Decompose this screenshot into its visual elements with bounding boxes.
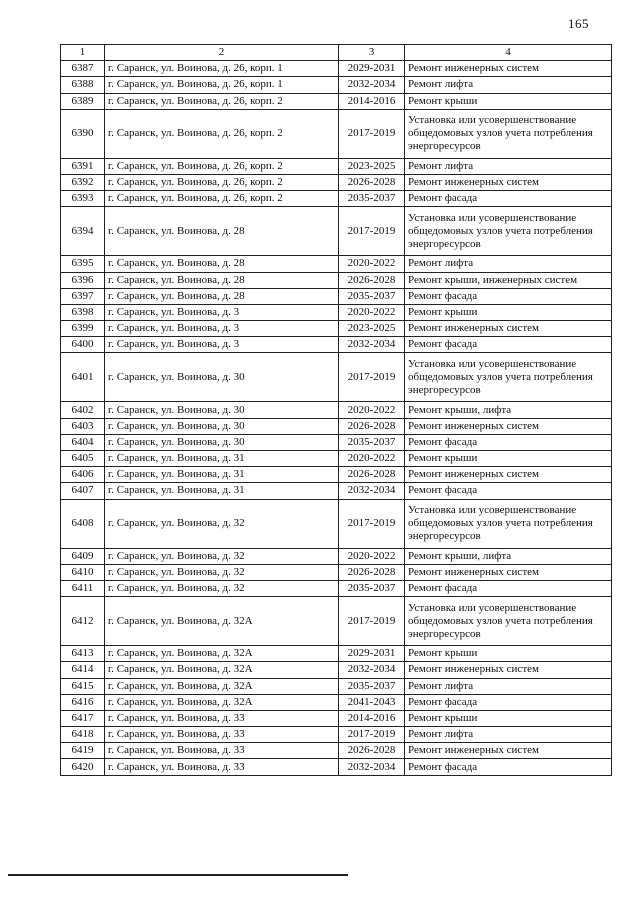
address-cell: г. Саранск, ул. Воинова, д. 28 [105, 272, 339, 288]
work-type-cell: Ремонт лифта [405, 158, 612, 174]
row-number-cell: 6401 [61, 353, 105, 402]
period-cell: 2026-2028 [339, 564, 405, 580]
address-cell: г. Саранск, ул. Воинова, д. 28 [105, 288, 339, 304]
address-cell: г. Саранск, ул. Воинова, д. 32 [105, 548, 339, 564]
row-number-cell: 6388 [61, 77, 105, 93]
work-type-cell: Ремонт крыши, лифта [405, 402, 612, 418]
table-row [61, 272, 612, 288]
address-cell: г. Саранск, ул. Воинова, д. 32А [105, 694, 339, 710]
address-cell: г. Саранск, ул. Воинова, д. 33 [105, 743, 339, 759]
table-row [61, 174, 612, 190]
table-row [61, 158, 612, 174]
address-cell: г. Саранск, ул. Воинова, д. 31 [105, 483, 339, 499]
row-number-cell: 6418 [61, 727, 105, 743]
period-cell: 2026-2028 [339, 743, 405, 759]
address-cell: г. Саранск, ул. Воинова, д. 26, корп. 1 [105, 61, 339, 77]
row-number-cell: 6387 [61, 61, 105, 77]
table-row [61, 256, 612, 272]
table-row [61, 678, 612, 694]
table-row [61, 483, 612, 499]
address-cell: г. Саранск, ул. Воинова, д. 30 [105, 353, 339, 402]
address-cell: г. Саранск, ул. Воинова, д. 26, корп. 2 [105, 93, 339, 109]
work-type-cell: Ремонт инженерных систем [405, 467, 612, 483]
row-number-cell: 6414 [61, 662, 105, 678]
address-cell: г. Саранск, ул. Воинова, д. 30 [105, 434, 339, 450]
work-type-cell: Ремонт крыши [405, 451, 612, 467]
row-number-cell: 6399 [61, 321, 105, 337]
address-cell: г. Саранск, ул. Воинова, д. 28 [105, 207, 339, 256]
row-number-cell: 6402 [61, 402, 105, 418]
work-type-cell: Ремонт инженерных систем [405, 564, 612, 580]
address-cell: г. Саранск, ул. Воинова, д. 28 [105, 256, 339, 272]
work-type-cell: Ремонт крыши [405, 710, 612, 726]
period-cell: 2017-2019 [339, 727, 405, 743]
work-type-cell: Ремонт крыши, инженерных систем [405, 272, 612, 288]
column-header: 4 [405, 45, 612, 61]
row-number-cell: 6389 [61, 93, 105, 109]
row-number-cell: 6404 [61, 434, 105, 450]
work-type-cell: Ремонт фасада [405, 580, 612, 596]
address-cell: г. Саранск, ул. Воинова, д. 3 [105, 337, 339, 353]
work-type-cell: Установка или усовершенствование общедомовых узлов учета потребления энергоресурсов [405, 353, 612, 402]
table-row [61, 564, 612, 580]
table-body [61, 61, 612, 775]
address-cell: г. Саранск, ул. Воинова, д. 33 [105, 710, 339, 726]
table-row [61, 743, 612, 759]
table-row [61, 710, 612, 726]
work-type-cell: Ремонт инженерных систем [405, 174, 612, 190]
period-cell: 2020-2022 [339, 256, 405, 272]
table-row [61, 580, 612, 596]
address-cell: г. Саранск, ул. Воинова, д. 32 [105, 580, 339, 596]
work-type-cell: Установка или усовершенствование общедомовых узлов учета потребления энергоресурсов [405, 597, 612, 646]
address-cell: г. Саранск, ул. Воинова, д. 3 [105, 321, 339, 337]
address-cell: г. Саранск, ул. Воинова, д. 33 [105, 727, 339, 743]
row-number-cell: 6405 [61, 451, 105, 467]
table-row [61, 402, 612, 418]
table-row [61, 727, 612, 743]
table-row [61, 337, 612, 353]
row-number-cell: 6406 [61, 467, 105, 483]
row-number-cell: 6412 [61, 597, 105, 646]
page-number: 165 [568, 16, 589, 31]
table-row [61, 597, 612, 646]
table-row [61, 191, 612, 207]
address-cell: г. Саранск, ул. Воинова, д. 33 [105, 759, 339, 775]
row-number-cell: 6396 [61, 272, 105, 288]
work-type-cell: Ремонт лифта [405, 77, 612, 93]
row-number-cell: 6397 [61, 288, 105, 304]
address-cell: г. Саранск, ул. Воинова, д. 32 [105, 499, 339, 548]
column-header: 3 [339, 45, 405, 61]
table-row [61, 93, 612, 109]
address-cell: г. Саранск, ул. Воинова, д. 32А [105, 597, 339, 646]
table-row [61, 109, 612, 158]
work-type-cell: Ремонт фасада [405, 191, 612, 207]
work-type-cell: Ремонт фасада [405, 337, 612, 353]
period-cell: 2035-2037 [339, 288, 405, 304]
row-number-cell: 6413 [61, 646, 105, 662]
row-number-cell: 6415 [61, 678, 105, 694]
address-cell: г. Саранск, ул. Воинова, д. 31 [105, 451, 339, 467]
table-row [61, 694, 612, 710]
period-cell: 2026-2028 [339, 467, 405, 483]
work-type-cell: Ремонт лифта [405, 727, 612, 743]
table-header-row [61, 45, 612, 61]
period-cell: 2029-2031 [339, 646, 405, 662]
work-type-cell: Ремонт крыши [405, 93, 612, 109]
table-row [61, 646, 612, 662]
table-row [61, 759, 612, 775]
table-row [61, 207, 612, 256]
work-type-cell: Ремонт фасада [405, 759, 612, 775]
period-cell: 2017-2019 [339, 597, 405, 646]
row-number-cell: 6409 [61, 548, 105, 564]
row-number-cell: 6411 [61, 580, 105, 596]
row-number-cell: 6398 [61, 304, 105, 320]
row-number-cell: 6410 [61, 564, 105, 580]
work-type-cell: Ремонт лифта [405, 678, 612, 694]
period-cell: 2017-2019 [339, 499, 405, 548]
period-cell: 2017-2019 [339, 109, 405, 158]
period-cell: 2032-2034 [339, 77, 405, 93]
period-cell: 2017-2019 [339, 207, 405, 256]
table-row [61, 321, 612, 337]
work-type-cell: Ремонт фасада [405, 288, 612, 304]
work-type-cell: Ремонт инженерных систем [405, 418, 612, 434]
period-cell: 2029-2031 [339, 61, 405, 77]
work-type-cell: Ремонт крыши [405, 304, 612, 320]
address-cell: г. Саранск, ул. Воинова, д. 32А [105, 662, 339, 678]
work-type-cell: Установка или усовершенствование общедомовых узлов учета потребления энергоресурсов [405, 207, 612, 256]
row-number-cell: 6390 [61, 109, 105, 158]
address-cell: г. Саранск, ул. Воинова, д. 32А [105, 678, 339, 694]
table-row [61, 548, 612, 564]
table-row [61, 288, 612, 304]
period-cell: 2014-2016 [339, 93, 405, 109]
row-number-cell: 6395 [61, 256, 105, 272]
work-type-cell: Установка или усовершенствование общедомовых узлов учета потребления энергоресурсов [405, 109, 612, 158]
period-cell: 2035-2037 [339, 678, 405, 694]
table-row [61, 353, 612, 402]
row-number-cell: 6391 [61, 158, 105, 174]
address-cell: г. Саранск, ул. Воинова, д. 26, корп. 2 [105, 191, 339, 207]
table-row [61, 77, 612, 93]
address-cell: г. Саранск, ул. Воинова, д. 31 [105, 467, 339, 483]
period-cell: 2035-2037 [339, 580, 405, 596]
table-row [61, 434, 612, 450]
row-number-cell: 6400 [61, 337, 105, 353]
period-cell: 2041-2043 [339, 694, 405, 710]
address-cell: г. Саранск, ул. Воинова, д. 32А [105, 646, 339, 662]
period-cell: 2020-2022 [339, 548, 405, 564]
work-type-cell: Ремонт инженерных систем [405, 321, 612, 337]
work-type-cell: Ремонт фасада [405, 483, 612, 499]
table-row [61, 451, 612, 467]
period-cell: 2023-2025 [339, 158, 405, 174]
work-type-cell: Ремонт крыши, лифта [405, 548, 612, 564]
address-cell: г. Саранск, ул. Воинова, д. 26, корп. 2 [105, 109, 339, 158]
work-type-cell: Ремонт лифта [405, 256, 612, 272]
address-cell: г. Саранск, ул. Воинова, д. 32 [105, 564, 339, 580]
period-cell: 2026-2028 [339, 272, 405, 288]
table-row [61, 662, 612, 678]
row-number-cell: 6393 [61, 191, 105, 207]
work-type-cell: Ремонт инженерных систем [405, 61, 612, 77]
work-type-cell: Ремонт крыши [405, 646, 612, 662]
period-cell: 2014-2016 [339, 710, 405, 726]
row-number-cell: 6420 [61, 759, 105, 775]
period-cell: 2026-2028 [339, 418, 405, 434]
period-cell: 2035-2037 [339, 191, 405, 207]
address-cell: г. Саранск, ул. Воинова, д. 3 [105, 304, 339, 320]
period-cell: 2032-2034 [339, 759, 405, 775]
page-bottom-rule [8, 874, 348, 876]
period-cell: 2032-2034 [339, 662, 405, 678]
address-cell: г. Саранск, ул. Воинова, д. 26, корп. 2 [105, 158, 339, 174]
table-row [61, 418, 612, 434]
work-type-cell: Ремонт фасада [405, 434, 612, 450]
row-number-cell: 6403 [61, 418, 105, 434]
period-cell: 2020-2022 [339, 451, 405, 467]
row-number-cell: 6394 [61, 207, 105, 256]
repair-schedule-table [60, 44, 612, 776]
work-type-cell: Ремонт фасада [405, 694, 612, 710]
period-cell: 2023-2025 [339, 321, 405, 337]
row-number-cell: 6408 [61, 499, 105, 548]
period-cell: 2032-2034 [339, 337, 405, 353]
address-cell: г. Саранск, ул. Воинова, д. 26, корп. 1 [105, 77, 339, 93]
period-cell: 2026-2028 [339, 174, 405, 190]
row-number-cell: 6407 [61, 483, 105, 499]
table-row [61, 61, 612, 77]
row-number-cell: 6392 [61, 174, 105, 190]
address-cell: г. Саранск, ул. Воинова, д. 30 [105, 402, 339, 418]
row-number-cell: 6419 [61, 743, 105, 759]
work-type-cell: Ремонт инженерных систем [405, 662, 612, 678]
work-type-cell: Ремонт инженерных систем [405, 743, 612, 759]
row-number-cell: 6417 [61, 710, 105, 726]
row-number-cell: 6416 [61, 694, 105, 710]
period-cell: 2035-2037 [339, 434, 405, 450]
work-type-cell: Установка или усовершенствование общедомовых узлов учета потребления энергоресурсов [405, 499, 612, 548]
table-row [61, 467, 612, 483]
table-row [61, 304, 612, 320]
period-cell: 2032-2034 [339, 483, 405, 499]
period-cell: 2020-2022 [339, 402, 405, 418]
address-cell: г. Саранск, ул. Воинова, д. 30 [105, 418, 339, 434]
address-cell: г. Саранск, ул. Воинова, д. 26, корп. 2 [105, 174, 339, 190]
period-cell: 2020-2022 [339, 304, 405, 320]
column-header: 1 [61, 45, 105, 61]
period-cell: 2017-2019 [339, 353, 405, 402]
table-row [61, 499, 612, 548]
column-header: 2 [105, 45, 339, 61]
